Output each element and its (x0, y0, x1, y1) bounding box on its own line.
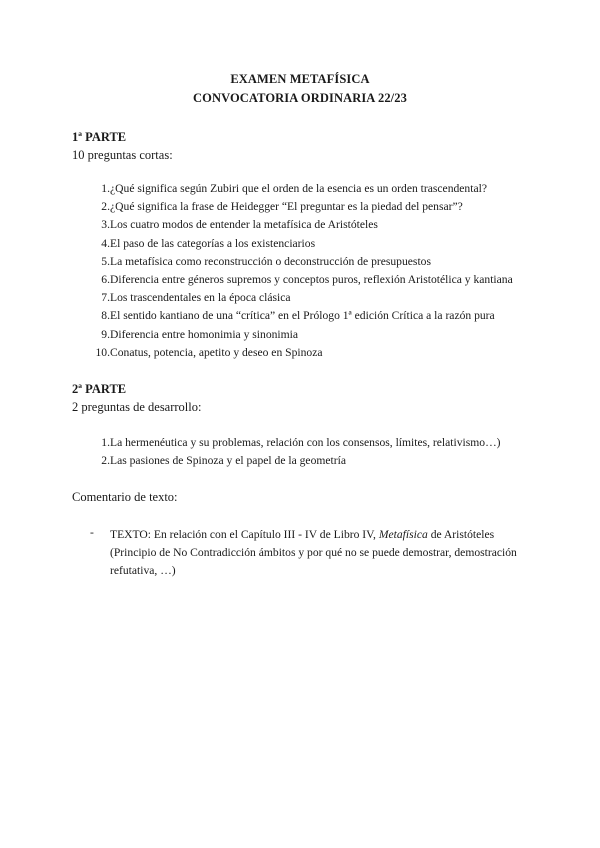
exam-subtitle: CONVOCATORIA ORDINARIA 22/23 (193, 91, 407, 105)
part1-heading: 1ª PARTE (72, 130, 127, 144)
question-number: 4. (101, 236, 110, 250)
question-text: Conatus, potencia, apetito y deseo en Spinoza (110, 345, 323, 359)
question-number: 1. (101, 182, 110, 195)
question-text: La metafísica como reconstrucción o deconstrucción de presupuestos (110, 254, 431, 268)
question-text: Las pasiones de Spinoza y el papel de la geometría (110, 454, 346, 468)
question-number: 1. (101, 436, 110, 449)
commentary-text-before: TEXTO: En relación con el Capítulo III - IV de Libro IV, (110, 528, 379, 541)
question-text: Los trascendentales en la época clásica (110, 291, 291, 305)
question-number: 3. (101, 218, 110, 232)
exam-title: EXAMEN METAFÍSICA (230, 72, 370, 86)
commentary-heading: Comentario de texto: (72, 490, 178, 504)
part2-subtitle: 2 preguntas de desarrollo: (72, 400, 202, 414)
bullet-dash: - (90, 526, 94, 539)
question-text: Los cuatro modos de entender la metafísica de Aristóteles (110, 218, 378, 232)
commentary-text-after: de Aristóteles (Principio de No Contradicción ámbitos y por qué no se puede demostrar, demostración refutativa, …) (110, 528, 517, 578)
question-text: ¿Qué significa la frase de Heidegger “El preguntar es la piedad del pensar”? (110, 200, 463, 214)
commentary-text (110, 526, 530, 581)
question-text: ¿Qué significa según Zubiri que el orden de la esencia es un orden trascendental? (110, 182, 487, 195)
question-text: Diferencia entre géneros supremos y conceptos puros, reflexión Aristotélica y kantiana (110, 272, 513, 286)
part1-subtitle: 10 preguntas cortas: (72, 148, 173, 162)
question-number: 9. (101, 327, 110, 341)
question-text: El sentido kantiano de una “crítica” en el Prólogo 1ª edición Crítica a la razón pura (110, 309, 495, 323)
question-number: 6. (101, 272, 110, 286)
question-number: 2. (101, 454, 110, 468)
question-text: La hermenéutica y su problemas, relación con los consensos, límites, relativismo…) (110, 436, 501, 449)
question-number: 7. (101, 291, 110, 305)
question-number: 5. (101, 254, 110, 268)
question-number: 10. (95, 345, 110, 359)
question-number: 8. (101, 309, 110, 323)
question-text: El paso de las categorías a los existenciarios (110, 236, 316, 250)
commentary-text-italic: Metafísica (378, 528, 428, 541)
part2-heading: 2ª PARTE (72, 382, 127, 396)
question-text: Diferencia entre homonimia y sinonimia (110, 327, 299, 341)
question-number: 2. (101, 200, 110, 214)
